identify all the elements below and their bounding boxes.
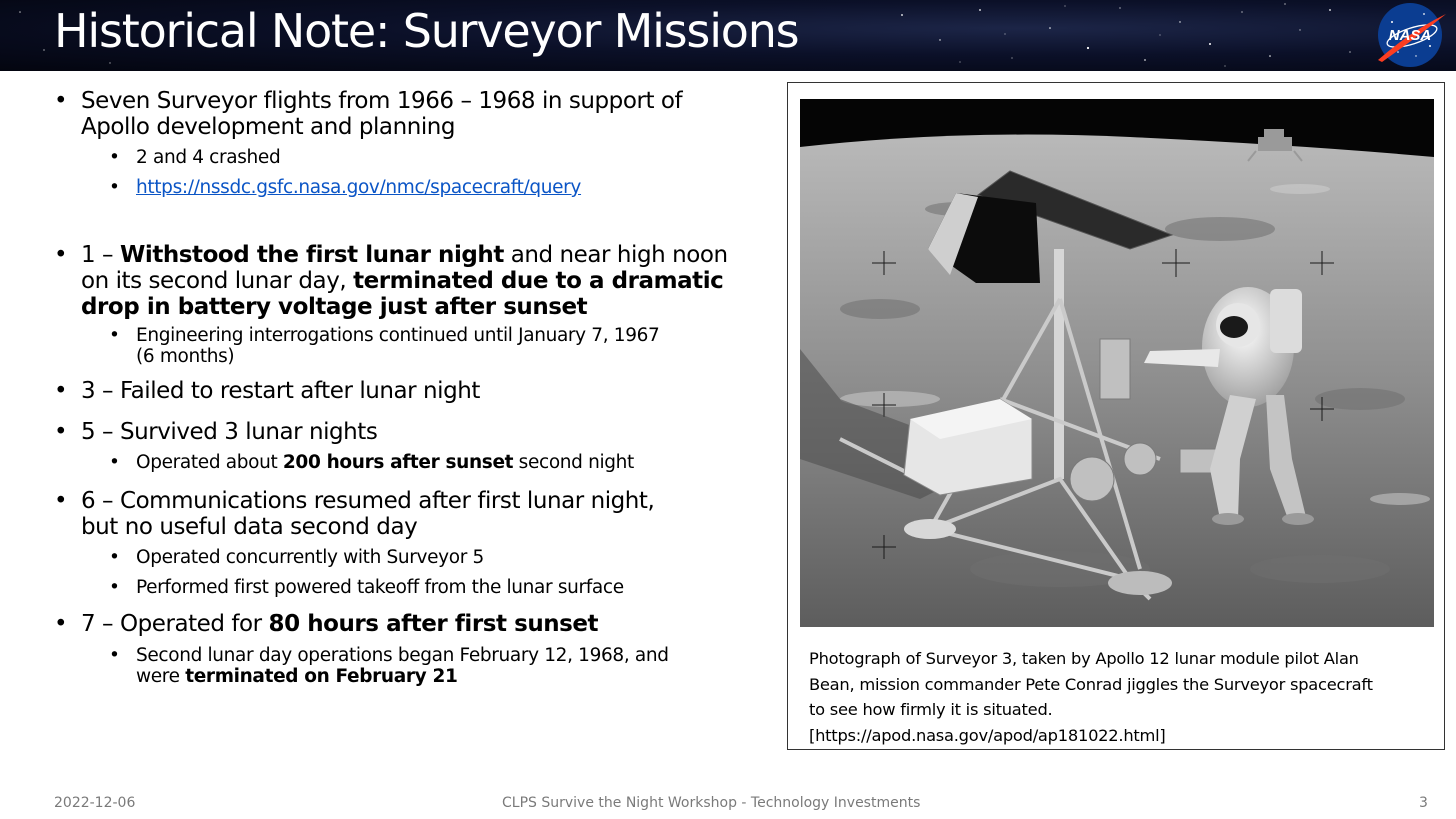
sub-bullet-second-day: • Second lunar day operations began February 12, 1968, and — [109, 645, 669, 666]
page-number: 3 — [1419, 795, 1428, 811]
footer-title: CLPS Survive the Night Workshop - Technology Investments — [502, 795, 921, 811]
bullet-surveyor-1-cont2 — [54, 294, 770, 320]
bullet-list — [54, 88, 770, 687]
photo-caption — [809, 646, 1429, 748]
bullet-text: Operated about — [136, 452, 283, 473]
bullet-text: but no useful data second day — [81, 514, 418, 540]
bullet-text: 1 – — [81, 242, 120, 268]
photo-panel — [787, 82, 1445, 750]
caption-line: Bean, mission commander Pete Conrad jiggles the Surveyor spacecraft — [809, 674, 1373, 694]
bullet-surveyor-3: • 3 – Failed to restart after lunar night — [54, 378, 480, 404]
nssdc-query-link[interactable]: https://nssdc.gsfc.nasa.gov/nmc/spacecraft/query — [136, 177, 582, 198]
bullet-text: Engineering interrogations continued until January 7, 1967 — [136, 325, 660, 346]
bullet-surveyor-1-cont — [54, 268, 770, 294]
bullet-text: were — [136, 666, 186, 687]
sub-bullet-engineering-cont — [54, 346, 770, 367]
slide-title: Historical Note: Surveyor Missions — [54, 4, 799, 58]
sub-bullet-concurrent: • Operated concurrently with Surveyor 5 — [109, 547, 484, 568]
bullet-surveyor-6: • 6 – Communications resumed after first lunar night, — [54, 488, 655, 514]
bullet-text-bold: 200 hours after sunset — [282, 452, 514, 473]
bullet-surveyor-6-cont — [54, 514, 770, 540]
bullet-text: 7 – Operated for — [81, 611, 269, 637]
bullet-text: 2 and 4 crashed — [136, 147, 281, 168]
sub-bullet-engineering: • Engineering interrogations continued until January 7, 1967 — [109, 325, 660, 346]
bullet-surveyor-7: • 7 – Operated for 80 hours after first sunset — [54, 611, 599, 637]
footer-date: 2022-12-06 — [54, 795, 136, 811]
bullet-text: Operated concurrently with Surveyor 5 — [136, 547, 484, 568]
bullet-seven-flights: • Seven Surveyor flights from 1966 – 1968 in support of — [54, 88, 683, 114]
caption-line: Photograph of Surveyor 3, taken by Apollo 12 lunar module pilot Alan — [809, 649, 1359, 668]
bullet-seven-flights-cont — [54, 114, 770, 140]
sub-bullet-nssdc-link: • https://nssdc.gsfc.nasa.gov/nmc/spacecraft/query — [109, 177, 582, 198]
bullet-text: 5 – Survived 3 lunar nights — [81, 419, 378, 445]
sub-bullet-200-hours: • Operated about 200 hours after sunset second night — [109, 452, 634, 473]
sub-bullet-powered-takeoff: • Performed first powered takeoff from the lunar surface — [109, 577, 624, 598]
caption-line: [https://apod.nasa.gov/apod/ap181022.html] — [809, 725, 1166, 745]
sub-bullet-second-day-cont — [54, 666, 770, 687]
bullet-text-bold: Withstood the first lunar night — [119, 242, 504, 268]
bullet-text: and near high noon — [503, 242, 728, 268]
title-banner — [0, 0, 1456, 71]
bullet-text-bold: 80 hours after first sunset — [268, 611, 599, 637]
bullet-text: Performed first powered takeoff from the lunar surface — [136, 577, 624, 598]
bullet-text: 3 – Failed to restart after lunar night — [81, 378, 480, 404]
bullet-text: (6 months) — [136, 346, 235, 367]
bullet-text-bold: terminated on February 21 — [185, 666, 458, 687]
sub-bullet-crashed: • 2 and 4 crashed — [109, 147, 281, 168]
bullet-text-bold: terminated due to a dramatic — [353, 268, 724, 294]
bullet-text: Second lunar day operations began February 12, 1968, and — [136, 645, 669, 666]
bullet-text-bold: drop in battery voltage just after sunset — [81, 294, 588, 320]
bullet-surveyor-5: • 5 – Survived 3 lunar nights — [54, 419, 378, 445]
bullet-text: on its second lunar day, — [81, 268, 354, 294]
bullet-text: second night — [513, 452, 634, 473]
bullet-surveyor-1: • 1 – Withstood the first lunar night and near high noon — [54, 242, 728, 268]
bullet-text: 6 – Communications resumed after first lunar night, — [81, 488, 655, 514]
surveyor-3-photograph — [800, 99, 1434, 627]
svg-text:NASA: NASA — [1388, 27, 1432, 44]
caption-line: to see how firmly it is situated. — [809, 700, 1053, 719]
nasa-meatball-logo-icon — [1372, 0, 1448, 70]
bullet-text: Apollo development and planning — [81, 114, 456, 140]
bullet-text: Seven Surveyor flights from 1966 – 1968 in support of — [81, 88, 683, 114]
